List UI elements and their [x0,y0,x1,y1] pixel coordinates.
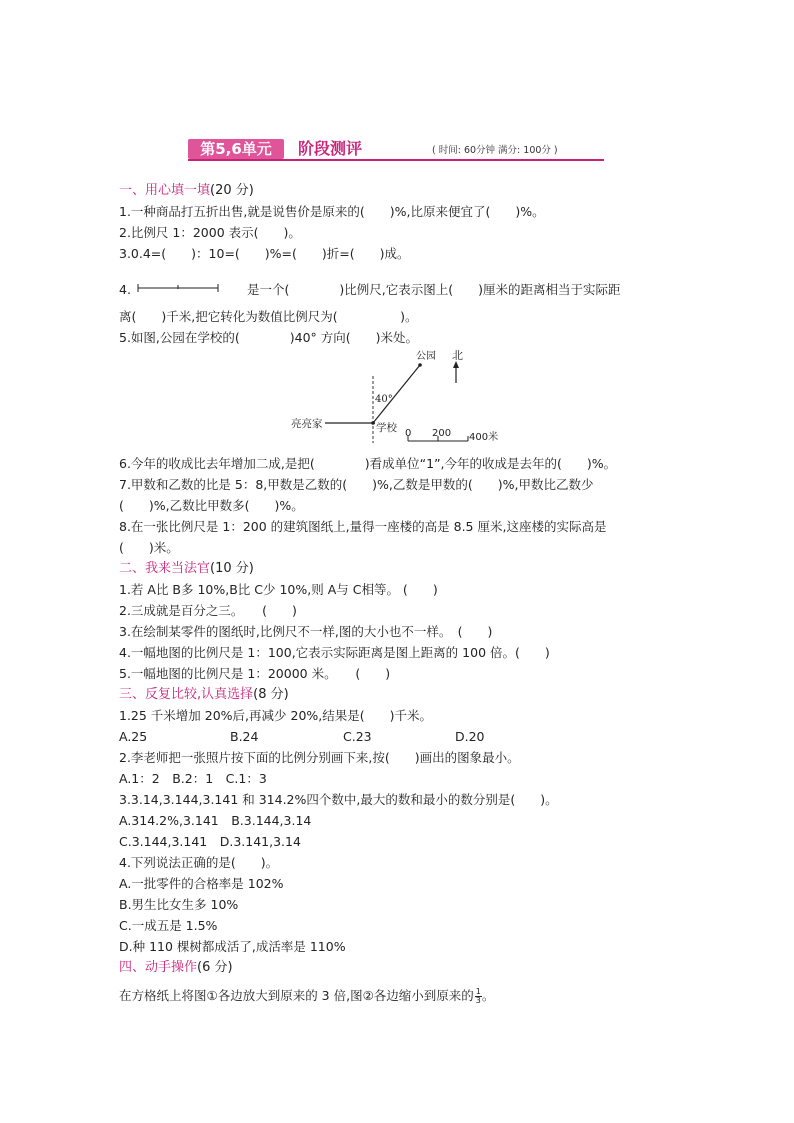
line-scale-icon [136,284,220,296]
section-2-title: 二、我来当法官 [119,561,211,576]
s2-q3: 3.在绘制某零件的图纸时,比例尺不一样,图的大小也不一样。 ( ) [119,624,493,639]
s1-q7-line-a: 7.甲数和乙数的比是 5：8,甲数是乙数的( )%,乙数是甲数的( )%,甲数比乙数少 [119,477,594,492]
section-3-points: (8 分) [253,687,289,702]
s3-q1-option-d: D.20 [455,729,485,744]
section-1-title: 一、用心填一填 [119,183,211,198]
section-2-points: (10 分) [210,561,254,576]
section-4-heading [119,960,233,976]
figure-park-label: 公园 [416,351,436,362]
figure-scale-0: 0 [405,428,412,439]
s2-q4: 4.一幅地图的比例尺是 1：100,它表示实际距离是图上距离的 100 倍。( ) [119,645,550,660]
s1-q8-line-b: ( )米。 [119,540,179,555]
figure-angle-label: 40° [375,394,393,405]
s3-q4-option-c: C.一成五是 1.5% [119,918,218,933]
section-1-heading [119,183,254,199]
s3-q3-options-cd: C.3.144,3.141 D.3.141,3.14 [119,834,301,849]
figure-liangliang-label: 亮亮家 [291,418,323,430]
s1-q3: 3.0.4=( )：10=( )%=( )折=( )成。 [119,246,410,261]
fraction-denominator: 3 [475,996,481,1005]
s3-q4-option-d: D.种 110 棵树都成活了,成活率是 110% [119,939,346,954]
s1-q6: 6.今年的收成比去年增加二成,是把( )看成单位“1”,今年的收成是去年的( )%。 [119,456,617,471]
figure-scale-400: 400米 [469,432,499,443]
s1-q8-line-a: 8.在一张比例尺是 1：200 的建筑图纸上,量得一座楼的高是 8.5 厘米,这座楼的实际高是 [119,519,607,534]
s1-q5: 5.如图,公园在学校的( )40° 方向( )米处。 [119,330,419,345]
s1-q7-line-b: ( )%,乙数比甲数多( )%。 [119,498,304,513]
exam-meta: ( 时间: 60分钟 满分: 100分 ) [432,145,558,156]
s4-instruction [119,988,494,1005]
figure-scale-200: 200 [432,428,452,439]
figure-school-label: 学校 [376,422,397,434]
s3-q1: 1.25 千米增加 20%后,再减少 20%,结果是( )千米。 [119,708,433,723]
section-2-heading [119,561,254,577]
page-title: 阶段测评 [298,139,363,158]
s1-q4-number: 4. [119,282,131,297]
s1-q2: 2.比例尺 1：2000 表示( )。 [119,225,301,240]
s3-q1-option-b: B.24 [230,729,259,744]
s3-q4-option-b: B.男生比女生多 10% [119,897,239,912]
fraction-numerator: 1 [475,987,481,996]
s3-q1-option-a: A.25 [119,729,148,744]
s3-q4-option-a: A.一批零件的合格率是 102% [119,876,284,891]
s4-instruction-text: 在方格纸上将图①各边放大到原来的 3 倍,图②各边缩小到原来的 [119,988,474,1003]
s2-q1: 1.若 A比 B多 10%,B比 C少 10%,则 A与 C相等。 ( ) [119,582,438,597]
s3-q4: 4.下列说法正确的是( )。 [119,855,279,870]
figure-north-label: 北 [452,349,463,362]
section-4-points: (6 分) [197,960,233,975]
unit-badge: 第5,6单元 [188,139,284,159]
s2-q2: 2.三成就是百分之三。 ( ) [119,603,297,618]
s3-q2-options: A.1：2 B.2：1 C.1：3 [119,771,267,786]
section-1-points: (20 分) [210,183,254,198]
s1-q4-line-a: 是一个( )比例尺,它表示图上( )厘米的距离相当于实际距 [247,282,621,297]
s1-q1: 1.一种商品打五折出售,就是说售价是原来的( )%,比原来便宜了( )%。 [119,204,545,219]
section-3-title: 三、反复比较,认真选择 [119,687,254,702]
section-3-heading [119,687,289,703]
s3-q3: 3.3.14,3.144,3.141 和 314.2%四个数中,最大的数和最小的数分别是( )。 [119,792,558,807]
section-4-title: 四、动手操作 [119,960,198,975]
fraction-one-third [475,988,482,1005]
title-rule [188,159,604,161]
s3-q2: 2.李老师把一张照片按下面的比例分别画下来,按( )画出的图象最小。 [119,750,520,765]
s2-q5: 5.一幅地图的比例尺是 1：20000 米。 ( ) [119,666,391,681]
s3-q1-option-c: C.23 [343,729,372,744]
s4-instruction-end: 。 [481,988,495,1003]
s3-q3-options-ab: A.314.2%,3.141 B.3.144,3.14 [119,813,312,828]
s1-q4-line-b: 离( )千米,把它转化为数值比例尺为( )。 [119,309,418,324]
